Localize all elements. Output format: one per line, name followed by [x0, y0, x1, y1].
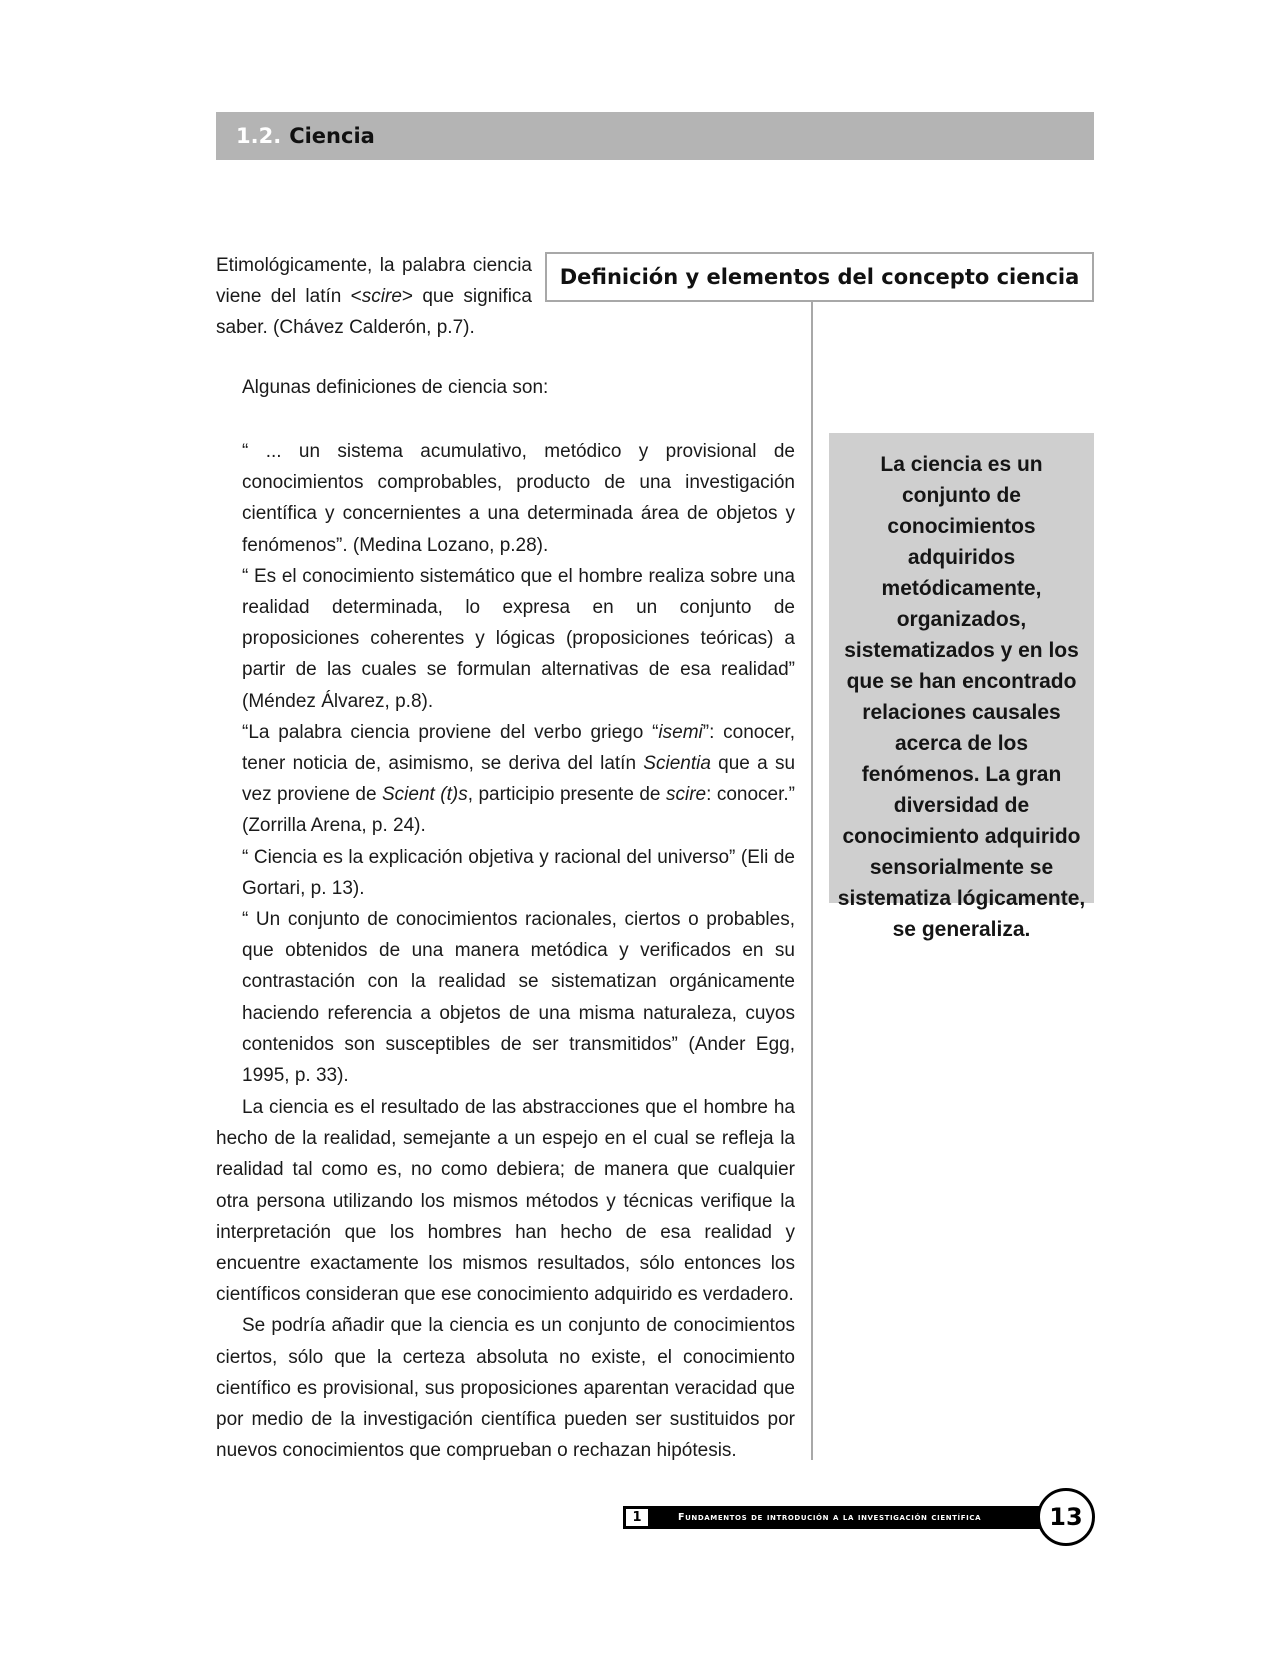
summary-callout: La ciencia es un conjunto de conocimientos adquiridos metódicamente, organizados, sistematizados y en los que se han encontrado relaciones causales acerca de los fenómenos. La gran diversidad de conocimiento adquirido sensorialmente se sistematiza lógicamente, se generaliza. [829, 433, 1094, 903]
quote-medina-lozano: “ ... un sistema acumulativo, metódico y provisional de conocimientos comprobables, producto de una investigación científica y concernientes a una determinada área de objetos y fenómenos”. (Medina Lozano, p.28). [242, 441, 795, 556]
page-footer [623, 1506, 1045, 1529]
body-paragraph: La ciencia es el resultado de las abstracciones que el hombre ha hecho de la realidad, semejante a un espejo en el cual se refleja la realidad tal como es, no como debiera; de manera que cualquier otra persona utilizando los mismos métodos y técnicas verifique la interpretación que los hombres han hecho de esa realidad y encuentre exactamente los mismos resultados, sólo entonces los científicos consideran que ese conocimiento adquirido es verdadero. [216, 1097, 795, 1306]
section-number: 1.2. [236, 124, 282, 148]
book-title: Fundamentos de introdución a la investigación científica [678, 1512, 982, 1523]
quote-ander-egg: “ Un conjunto de conocimientos racionales, ciertos o probables, que obtenidos de una manera metódica y verificados en su contrastación con la realidad se sistematizan orgánicamente haciendo referencia a objetos de una misma naturaleza, cuyos contenidos son susceptibles de ser transmitidos” (Ander Egg, 1995, p. 33). [242, 909, 795, 1087]
section-header [216, 112, 1094, 160]
body-text [216, 1092, 795, 1466]
intro-text: Algunas definiciones de ciencia son: [242, 377, 549, 398]
quote-mendez-alvarez: “ Es el conocimiento sistemático que el hombre realiza sobre una realidad determinada, lo expresa en un conjunto de proposiciones coherentes y lógicas (proposiciones teóricas) a partir de las cuales se formulan alternativas de esa realidad” (Méndez Álvarez, p.8). [242, 565, 795, 712]
vertical-divider [811, 302, 813, 1460]
body-paragraph: Se podría añadir que la ciencia es un conjunto de conocimientos ciertos, sólo que la certeza absoluta no existe, el conocimiento científico es provisional, sus proposiciones aparentan veracidad que por medio de la investigación científica pueden ser sustituidos por nuevos conocimientos que comprueban o rechazan hipótesis. [216, 1315, 795, 1462]
chapter-number: 1 [626, 1509, 648, 1526]
etymology-paragraph: Etimológicamente, la palabra ciencia viene del latín <scire> que significa saber. (Chávez Calderón, p.7). [216, 255, 533, 338]
page-number: 13 [1037, 1488, 1095, 1546]
definition-heading-box: Definición y elementos del concepto ciencia [545, 252, 1094, 302]
section-title: Ciencia [289, 124, 375, 148]
definitions-list [242, 436, 795, 1091]
quote-eli-de-gortari: “ Ciencia es la explicación objetiva y racional del universo” (Eli de Gortari, p. 13). [242, 846, 795, 899]
quote-zorrilla-arena: “La palabra ciencia proviene del verbo griego “isemi”: conocer, tener noticia de, asimismo, se deriva del latín Scientia que a su vez proviene de Scient (t)s, participio presente de scire: conocer.” (Zorrilla Arena, p. 24). [242, 721, 796, 837]
